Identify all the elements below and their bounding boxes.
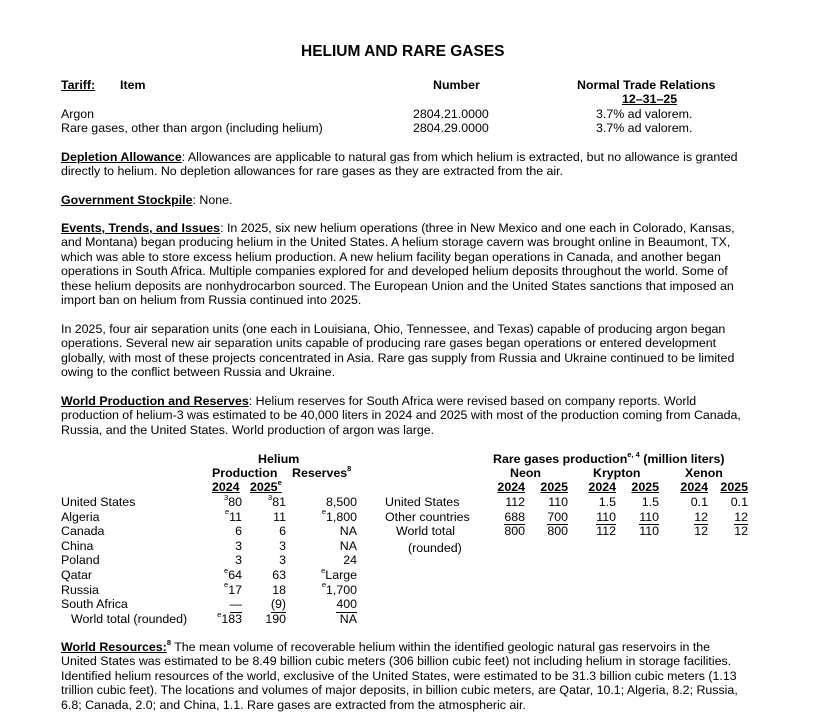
helium-reserves: NA — [339, 611, 357, 626]
rare-gas-value: 700 — [547, 509, 568, 524]
helium-reserves: $^e$1,700 — [321, 580, 357, 597]
page-title: HELIUM AND RARE GASES — [301, 43, 505, 60]
tariff-row-rate: 3.7% ad valorem. — [596, 121, 693, 135]
rare-gas-value: 112 — [505, 495, 525, 509]
helium-row-country: Qatar — [61, 568, 92, 582]
stockpile-text: : None. — [192, 193, 233, 207]
helium-production-2024: $^e$17 — [224, 580, 242, 597]
rare-gas-value: 110 — [639, 524, 659, 539]
helium-production-2025: (9) — [270, 597, 286, 612]
world-production-heading: World Production and Reserves — [61, 394, 249, 408]
rare-gas-value: 0.1 — [690, 495, 708, 509]
helium-row-country: China — [61, 538, 94, 553]
helium-production-2025: 63 — [272, 568, 286, 582]
tariff-number-header: Number — [433, 78, 480, 92]
rare-gas-value: 12 — [694, 524, 708, 539]
helium-production-2024: 3 — [235, 553, 242, 568]
production-header: Production — [212, 466, 278, 480]
helium-reserves: 400 — [336, 597, 357, 612]
helium-production-2025: 18 — [272, 582, 286, 597]
rare-gas-value: 800 — [504, 524, 525, 539]
rare-gas-value: 112 — [596, 524, 616, 539]
rare-gas-value: 110 — [596, 509, 616, 524]
helium-row-country: United States — [61, 495, 136, 509]
helium-production-2024: $^e$64 — [224, 565, 242, 582]
tariff-ntr-date: 12–31–25 — [622, 92, 678, 106]
helium-row-country: Canada — [61, 524, 105, 539]
rounded-label: (rounded) — [408, 541, 462, 555]
resources-paragraph: World Resources:$^8$ The mean volume of recoverable helium within the identified geologic natural gas reservoirs in the United States was estimated to be 8.49 billion cubic meters (306 billion cubic feet) not including helium in storage facilities. Identified helium resources of the world, exclusive of the United States, were estimated to be 31.3 billion cubic meters (1.13 trillion cubic feet). The locations and volumes of major deposits, in billion cubic meters, are Qatar, 10.1; Algeria, 8.2; Russia, 6.8; Canada, 2.0; and China, 1.1. Rare gases are extracted from the atmospheric air. — [61, 637, 738, 712]
helium-reserves: NA — [339, 538, 357, 553]
helium-production-2025: 11 — [273, 509, 286, 524]
helium-production-2024: $^e$183 — [217, 609, 242, 626]
rare-gas-value: 12 — [734, 509, 748, 524]
helium-row-country: World total (rounded) — [71, 611, 188, 626]
rare-year-header: 2024 — [680, 480, 708, 494]
helium-production-2024: $^3$80 — [224, 492, 242, 509]
rare-year-header: 2024 — [497, 480, 525, 494]
rare-gases-header: Rare gases production$^{e, 4}$ (million liters) — [493, 449, 725, 466]
depletion-text: : Allowances are applicable to natural gas from which helium is extracted, but no allowance is granted directly to helium. No depletion allowances for rare gases as they are extracted from the air. — [61, 150, 738, 179]
reserves-header: Reserves$^8$ — [292, 463, 352, 480]
world-production-text: : Helium reserves for South Africa were revised based on company reports. World production of helium-3 was estimated to be 40,000 liters in 2024 and 2025 with most of the production coming from Canada, Russia, and the United States. World production of argon was large. — [61, 394, 741, 437]
rare-year-header: 2025 — [720, 480, 748, 494]
tariff-item-header: Item — [120, 78, 146, 92]
helium-group-header: Helium — [258, 452, 300, 466]
depletion-paragraph — [61, 150, 749, 179]
tariff-row-item: Rare gases, other than argon (including helium) — [61, 121, 323, 135]
rare-row-country: World total — [396, 524, 455, 539]
krypton-header: Krypton — [593, 466, 641, 480]
world-production-paragraph — [61, 394, 749, 437]
resources-text: The mean volume of recoverable helium within the identified geologic natural gas reservoirs in the United States was estimated to be 8.49 billion cubic meters (306 billion cubic feet) not including helium in storage facilities. Identified helium resources of the world, exclusive of the United States, were estimated to be 31.3 billion cubic meters (1.13 trillion cubic feet). The locations and volumes of major deposits, in billion cubic meters, are Qatar, 10.1; Algeria, 8.2; Russia, 6.8; Canada, 2.0; and China, 1.1. Rare gases are extracted from the atmospheric air. — [61, 640, 738, 712]
rare-gas-value: 12 — [734, 524, 748, 539]
tariff-label: Tariff: — [61, 78, 96, 92]
rare-year-header: 2024 — [588, 480, 616, 494]
helium-production-2024: 3 — [235, 538, 242, 553]
events-paragraph — [61, 221, 749, 307]
rare-gas-value: 110 — [548, 495, 568, 509]
events-paragraph-2: In 2025, four air separation units (one each in Louisiana, Ohio, Tennessee, and Texas) capable of producing argon began operations. Several new air separation units capable of producing rare gases began operations or entered development globally, with most of these projects concentrated in Asia. Rare gas supply from Russia and Ukraine continued to be limited owing to the conflict between Russia and Ukraine. — [61, 322, 735, 380]
depletion-heading: Depletion Allowance — [61, 150, 182, 164]
year-2025-header: 2025e — [250, 477, 282, 494]
helium-production-2024: — — [229, 597, 242, 612]
tariff-ntr-header: Normal Trade Relations — [577, 78, 716, 92]
helium-production-2024: 6 — [235, 524, 242, 539]
helium-production-2025: 6 — [279, 524, 286, 539]
rare-gas-value: 1.5 — [641, 495, 659, 509]
rare-row-country: United States — [385, 495, 460, 509]
rare-year-header: 2025 — [631, 480, 659, 494]
rare-row-country: Other countries — [385, 509, 470, 524]
rare-gas-value: 12 — [694, 509, 708, 524]
helium-production-2024: $^e$11 — [224, 507, 242, 524]
helium-reserves: $^e$1,800 — [321, 507, 357, 524]
tariff-row-number: 2804.29.0000 — [413, 121, 489, 135]
helium-production-2025: $^3$81 — [268, 492, 286, 509]
xenon-header: Xenon — [685, 466, 723, 480]
helium-reserves: 8,500 — [325, 495, 357, 509]
stockpile-heading: Government Stockpile — [61, 193, 193, 207]
rare-gas-value: 110 — [639, 509, 659, 524]
year-2024-header: 2024 — [212, 480, 240, 494]
helium-reserves: 24 — [343, 553, 357, 568]
tariff-row-rate: 3.7% ad valorem. — [596, 107, 693, 121]
helium-row-country: South Africa — [61, 597, 128, 612]
neon-header: Neon — [510, 466, 541, 480]
helium-production-2025: 3 — [279, 538, 286, 553]
events-heading: Events, Trends, and Issues — [61, 221, 221, 235]
rare-year-header: 2025 — [540, 480, 568, 494]
helium-row-country: Algeria — [61, 509, 100, 524]
events-text: : In 2025, six new helium operations (three in New Mexico and one each in Colorado, Kansas, and Montana) began producing helium in the United States. A helium storage cavern was brought online in Beaumont, TX, which was able to store excess helium production. A new helium facility began operations in Canada, and another began operations in South Africa. Multiple companies explored for and developed helium deposits throughout the world. Some of these helium deposits are nonhydrocarbon sourced. The European Union and the United States sanctions that imposed an import ban on helium from Russia continued into 2025. — [61, 221, 735, 308]
rare-gas-value: 800 — [547, 524, 568, 539]
resources-heading: World Resources: — [61, 640, 167, 654]
helium-production-2025: 3 — [279, 553, 286, 568]
helium-row-country: Russia — [61, 582, 99, 597]
tariff-row-item: Argon — [61, 107, 95, 121]
stockpile-paragraph — [61, 193, 749, 207]
rare-gas-value: 0.1 — [730, 495, 748, 509]
helium-production-2025: 190 — [265, 611, 286, 626]
rare-gas-value: 1.5 — [598, 495, 616, 509]
tariff-row-number: 2804.21.0000 — [413, 107, 489, 121]
helium-reserves: NA — [339, 524, 357, 539]
rare-gas-value: 688 — [504, 509, 525, 524]
helium-row-country: Poland — [61, 553, 100, 568]
helium-reserves: $^e$Large — [321, 565, 357, 582]
